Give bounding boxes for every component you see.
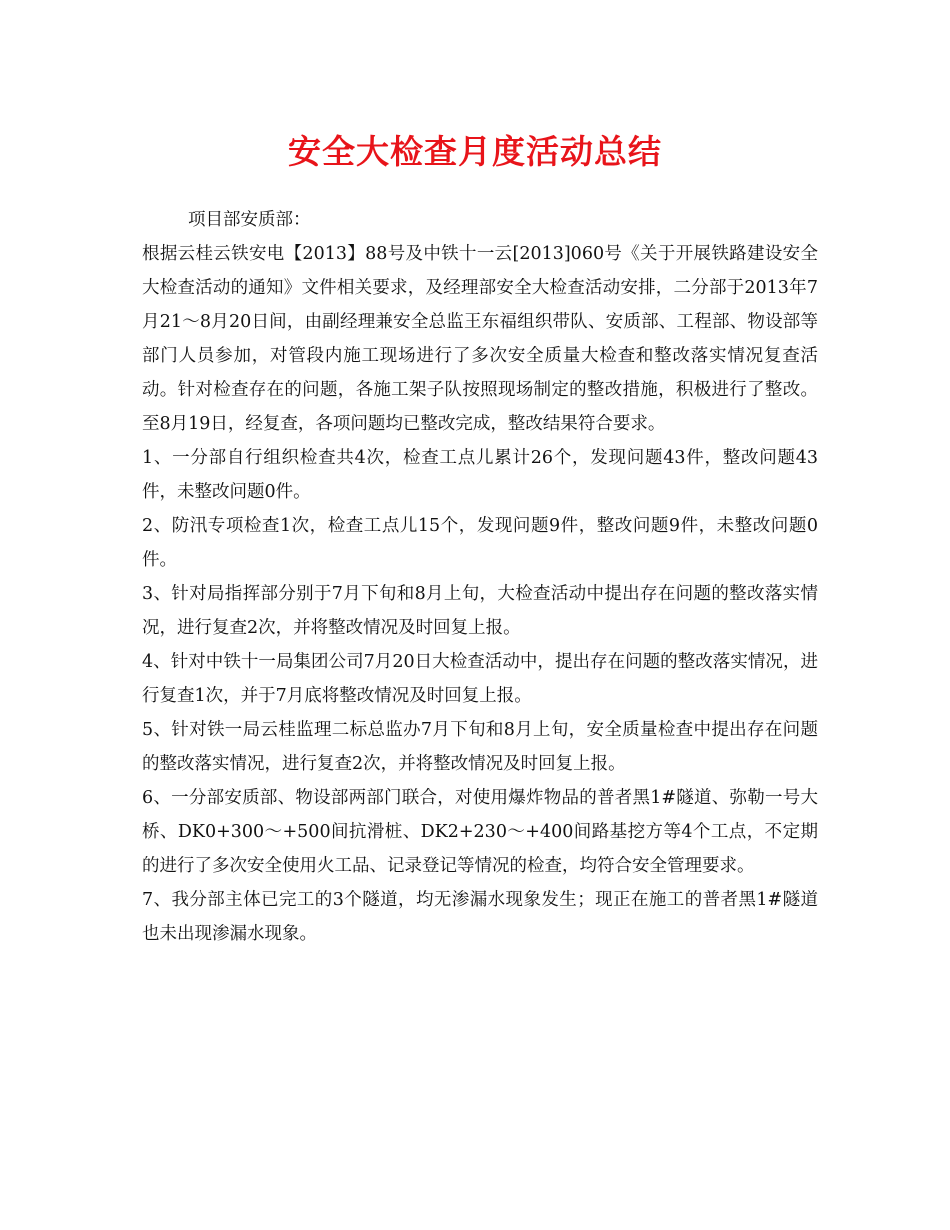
intro-paragraph: 根据云桂云铁安电【2013】88号及中铁十一云[2013]060号《关于开展铁路建设安全大检查活动的通知》文件相关要求，及经理部安全大检查活动安排，二分部于2013年7月21～8月20日间，由副经理兼安全总监王东福组织带队、安质部、工程部、物设部等部门人员参加，对管段内施工现场进行了多次安全质量大检查和整改落实情况复查活动。针对检查存在的问题，各施工架子队按照现场制定的整改措施，积极进行了整改。至8月19日，经复查，各项问题均已整改完成，整改结果符合要求。 — [142, 244, 818, 434]
item-6: 6、一分部安质部、物设部两部门联合，对使用爆炸物品的普者黑1#隧道、弥勒一号大桥、DK0+300～+500间抗滑桩、DK2+230～+400间路基挖方等4个工点，不定期的进行了多次安全使用火工品、记录登记等情况的检查，均符合安全管理要求。 — [142, 788, 818, 876]
item-4: 4、针对中铁十一局集团公司7月20日大检查活动中，提出存在问题的整改落实情况，进行复查1次，并于7月底将整改情况及时回复上报。 — [142, 652, 818, 706]
document-body — [142, 203, 818, 951]
item-1: 1、一分部自行组织检查共4次，检查工点儿累计26个，发现问题43件，整改问题43件，未整改问题0件。 — [142, 448, 818, 502]
document-title: 安全大检查月度活动总结 — [288, 132, 662, 171]
item-5: 5、针对铁一局云桂监理二标总监办7月下旬和8月上旬，安全质量检查中提出存在问题的整改落实情况，进行复查2次，并将整改情况及时回复上报。 — [142, 720, 818, 774]
item-7: 7、我分部主体已完工的3个隧道，均无渗漏水现象发生；现正在施工的普者黑1#隧道也未出现渗漏水现象。 — [142, 890, 818, 944]
salutation: 项目部安质部： — [188, 210, 311, 230]
item-3: 3、针对局指挥部分别于7月下旬和8月上旬，大检查活动中提出存在问题的整改落实情况，进行复查2次，并将整改情况及时回复上报。 — [142, 584, 818, 638]
item-2: 2、防汛专项检查1次，检查工点儿15个，发现问题9件，整改问题9件，未整改问题0件。 — [142, 516, 818, 570]
